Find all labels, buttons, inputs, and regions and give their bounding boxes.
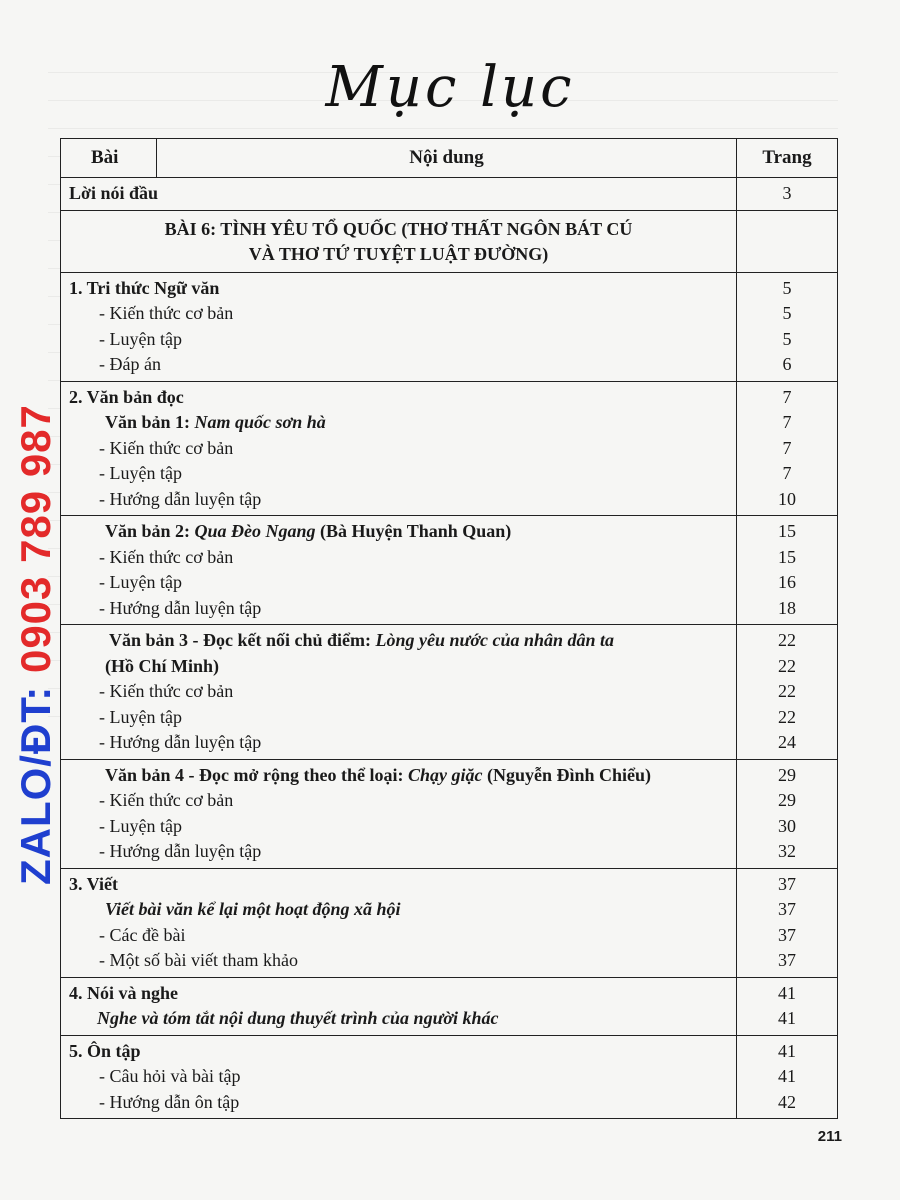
page-number-entry: 16: [778, 572, 796, 592]
list-item: - Luyện tập: [99, 463, 182, 483]
list-item: - Hướng dẫn luyện tập: [99, 488, 262, 509]
page-number-entry: 10: [778, 488, 796, 509]
preface-page: 3: [782, 183, 792, 203]
watermark-label: ZALO/ĐT:: [12, 673, 59, 885]
table-row: [61, 210, 838, 272]
list-item: - Hướng dẫn luyện tập: [99, 732, 262, 752]
page-number-entry: 42: [778, 1091, 796, 1112]
text-3-prefix: Văn bản 3 - Đọc kết nối chủ điểm:: [109, 630, 376, 650]
text-1-name: Nam quốc sơn hà: [194, 412, 326, 432]
list-item: - Các đề bài: [99, 924, 186, 945]
text-4-title: [69, 763, 728, 789]
section-3-title: 3. Viết: [69, 873, 118, 894]
page-number-entry: 37: [778, 950, 796, 970]
list-item: - Hướng dẫn luyện tập: [99, 597, 262, 618]
page-number-entry: 29: [778, 790, 796, 810]
header-page: Trang: [737, 139, 838, 178]
page-cell: [737, 759, 838, 868]
section-2d-cell: [61, 759, 737, 868]
page-number-entry: 22: [778, 681, 796, 701]
text-4-author: (Nguyễn Đình Chiểu): [482, 764, 651, 785]
page-cell: [737, 868, 838, 977]
text-1-prefix: Văn bản 1:: [105, 412, 195, 432]
section-3-cell: [61, 868, 737, 977]
page-number-entry: 22: [778, 706, 796, 727]
list-item: - Kiến thức cơ bản: [99, 303, 234, 323]
page-cell: [737, 178, 838, 211]
section-4-subtitle: Nghe và tóm tắt nội dung thuyết trình của người khác: [97, 1008, 499, 1028]
page-number-entry: 22: [778, 630, 796, 650]
text-3-author: (Hồ Chí Minh): [105, 655, 220, 676]
page-number-entry: 6: [782, 354, 792, 374]
text-3-name: Lòng yêu nước của nhân dân ta: [375, 630, 615, 650]
page-number-entry: 5: [782, 303, 792, 323]
table-row: [61, 178, 838, 211]
page-number-entry: 32: [778, 841, 796, 861]
text-2-title: [69, 519, 728, 545]
table-row: [61, 272, 838, 381]
lesson-heading-line2: VÀ THƠ TỨ TUYỆT LUẬT ĐƯỜNG): [248, 244, 549, 264]
contact-watermark: [12, 404, 60, 885]
table-row: [61, 1035, 838, 1119]
table-of-contents: [60, 138, 838, 1119]
page-number-entry: 7: [782, 412, 792, 432]
page-number-entry: 29: [778, 764, 796, 785]
page-cell: [737, 516, 838, 625]
section-5-title: 5. Ôn tập: [69, 1040, 141, 1061]
page-number-entry: 37: [778, 899, 796, 919]
list-item: - Luyện tập: [99, 572, 182, 592]
list-item: - Đáp án: [99, 354, 161, 374]
list-item: - Một số bài viết tham khảo: [99, 950, 298, 970]
section-2c-cell: [61, 625, 737, 760]
page-cell: [737, 272, 838, 381]
page-number-entry: 15: [778, 521, 796, 541]
preface-cell: [61, 178, 737, 211]
page-number-entry: 22: [778, 655, 796, 676]
lesson-heading-line1: BÀI 6: TÌNH YÊU TỔ QUỐC (THƠ THẤT NGÔN BÁT CÚ: [164, 218, 633, 239]
text-2-author: (Bà Huyện Thanh Quan): [315, 521, 512, 541]
header-bai: Bài: [61, 139, 157, 178]
text-4-prefix: Văn bản 4 - Đọc mở rộng theo thể loại:: [105, 764, 408, 785]
table-row: [61, 516, 838, 625]
preface-label: Lời nói đầu: [69, 183, 159, 203]
section-1-cell: [61, 272, 737, 381]
table-row: [61, 868, 838, 977]
section-4-title: 4. Nói và nghe: [69, 982, 179, 1003]
list-item: - Luyện tập: [99, 815, 182, 836]
page-title: Mục lục: [325, 55, 575, 120]
header-content: Nội dung: [157, 139, 737, 178]
text-2-name: Qua Đèo Ngang: [194, 521, 316, 541]
page-cell: [737, 381, 838, 516]
text-2-prefix: Văn bản 2:: [105, 521, 195, 541]
section-1-title: 1. Tri thức Ngữ văn: [69, 277, 220, 298]
text-1-title: [69, 410, 728, 436]
page-number-entry: 7: [782, 386, 792, 407]
watermark-phone: 0903 789 987: [12, 404, 59, 674]
section-2b-cell: [61, 516, 737, 625]
section-2a-cell: [61, 381, 737, 516]
section-2-title: 2. Văn bản đọc: [69, 386, 184, 407]
page-number-entry: 30: [778, 815, 796, 836]
page-number-entry: 7: [782, 463, 792, 483]
list-item: - Kiến thức cơ bản: [99, 437, 234, 458]
section-3-subtitle: Viết bài văn kể lại một hoạt động xã hội: [105, 899, 401, 919]
list-item: - Hướng dẫn luyện tập: [99, 841, 262, 861]
page-cell: [737, 977, 838, 1035]
page-cell: [737, 210, 838, 272]
list-item: - Kiến thức cơ bản: [99, 681, 234, 701]
table-header-row: [61, 139, 838, 178]
page-number-entry: 24: [778, 732, 796, 752]
page-cell: [737, 1035, 838, 1119]
section-4-cell: [61, 977, 737, 1035]
table-row: [61, 381, 838, 516]
lesson-heading-cell: [61, 210, 737, 272]
page-number-entry: 37: [778, 924, 796, 945]
list-item: - Luyện tập: [99, 706, 182, 727]
page-number: 211: [817, 1128, 842, 1145]
table-row: [61, 759, 838, 868]
table-row: [61, 625, 838, 760]
page-number-entry: 41: [778, 1066, 796, 1086]
text-3-title: [69, 628, 728, 654]
page-number-entry: 5: [782, 328, 792, 349]
page-number-entry: 15: [778, 546, 796, 567]
page-number-entry: 7: [782, 437, 792, 458]
list-item: - Kiến thức cơ bản: [99, 546, 234, 567]
page-number-entry: 41: [778, 1008, 796, 1028]
list-item: - Kiến thức cơ bản: [99, 790, 234, 810]
table-row: [61, 977, 838, 1035]
page-number-entry: 18: [778, 597, 796, 618]
page-number-entry: 5: [782, 277, 792, 298]
list-item: - Câu hỏi và bài tập: [99, 1066, 241, 1086]
list-item: - Luyện tập: [99, 328, 182, 349]
text-4-name: Chạy giặc: [407, 764, 483, 785]
page-cell: [737, 625, 838, 760]
section-5-cell: [61, 1035, 737, 1119]
page-number-entry: 37: [778, 873, 796, 894]
list-item: - Hướng dẫn ôn tập: [99, 1091, 240, 1112]
page-number-entry: 41: [778, 982, 796, 1003]
page-number-entry: 41: [778, 1040, 796, 1061]
